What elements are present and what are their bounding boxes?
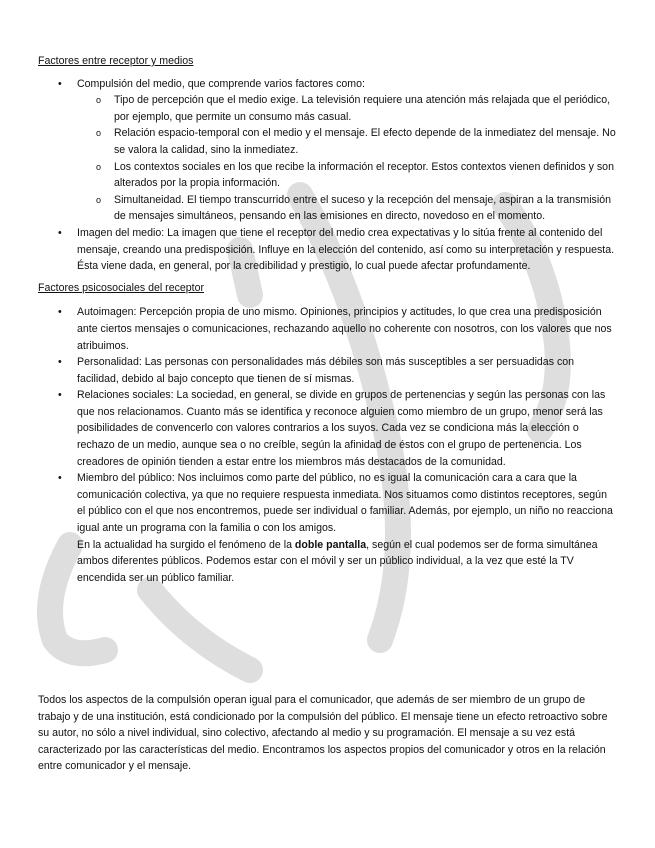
list-item-relaciones-sociales: • Relaciones sociales: La sociedad, en general, se divide en grupos de pertenencias y según las personas con las que nos relacionamos. Cuanto más se identifica y reconoce alguien como miembro de un grupo, menor será las posibilidades de convencerlo con valores contrarios a los suyos. Cada vez se condiciona más la elección o rechazo de un medio, aunque sea o no creíble, según la afinidad de éstos con el grupo de pertenencia. Los creadores de opinión tienden a estar entre los miembros más destacados de la comunidad. (38, 387, 618, 470)
list-item-autoimagen: • Autoimagen: Percepción propia de uno mismo. Opiniones, principios y actitudes, lo que crea una predisposición ante ciertos mensajes o comunicaciones, rechazando aquello no coherente con nosotros, con los valores que nos atribuimos. (38, 304, 618, 354)
list-item-text: • Miembro del público: Nos incluimos como parte del público, no es igual la comunicación cara a cara que la comunicación colectiva, ya que no requiere respuesta inmediata. Nos situamos como distintos receptores, según el público con el que nos encontremos, puede ser individual o familiar. Además, por ejemplo, un niño no reacciona igual ante un programa con la familia o con los amigos. (77, 472, 613, 535)
sub-list-item: o Relación espacio-temporal con el medio y el mensaje. El efecto depende de la inmediatez del mensaje. No se valora la calidad, sino la inmediatez. (77, 125, 618, 158)
list-item-compulsion (38, 76, 618, 225)
sub-list-item: o Tipo de percepción que el medio exige. La televisión requiere una atención más relajada que el periódico, por ejemplo, que permite un consumo más casual. (77, 92, 618, 125)
list-item-text: Compulsión del medio, que comprende varios factores como: (77, 77, 365, 90)
sub-list-item: o Simultaneidad. El tiempo transcurrido entre el suceso y la recepción del mensaje, aspiran a la transmisión de mensajes simultáneos, pensando en las emisiones en directo, novedoso en el momento. (77, 192, 618, 225)
watermark-stroke (150, 590, 250, 670)
text-run: , según el cual podemos ser de forma simultánea ambos diferentes públicos. Podemos estar con el móvil y ser un público individual, a la vez que esté la TV encendida ser un público familiar. (77, 538, 598, 584)
bullet-list-psicosociales (38, 304, 618, 586)
list-item-continuation (77, 537, 618, 587)
section-heading-receptor-medios: Factores entre receptor y medios (38, 55, 194, 67)
section-heading-psicosociales: Factores psicosociales del receptor (38, 281, 205, 294)
bold-term-doble-pantalla: doble pantalla (294, 538, 367, 551)
document-body (38, 53, 618, 586)
list-item-personalidad: • Personalidad: Las personas con personalidades más débiles son más susceptibles a ser persuadidas con facilidad, debido al bajo concepto que tienen de sí mismas. (38, 354, 618, 387)
sub-list-item: o Los contextos sociales en los que recibe la información el receptor. Estos contextos vienen definidos y son alterados por la propia información. (77, 159, 618, 192)
text-run: En la actualidad ha surgido el fenómeno de la (77, 538, 295, 551)
list-item-imagen-medio: • Imagen del medio: La imagen que tiene el receptor del medio crea expectativas y lo sitúa frente al contenido del mensaje, creando una predisposición. Influye en la elección del contenido, así como su interpretación y respuesta. Ésta viene dada, en general, por la credibilidad y prestigio, lo cual puede afectar profundamente. (38, 225, 618, 275)
sub-list-compulsion (77, 92, 618, 225)
list-item-miembro-publico (38, 470, 618, 586)
bullet-list-receptor-medios (38, 76, 618, 275)
closing-paragraph: Todos los aspectos de la compulsión operan igual para el comunicador, que además de ser miembro de un grupo de trabajo y de una institución, está condicionado por la compulsión del público. El mensaje tiene un efecto retroactivo sobre su autor, no sólo a nivel individual, sino colectivo, afectando al medio y su programación. El mensaje a su vez está caracterizado por las características del medio. Encontramos los aspectos propios del comunicador y otros en la relación entre comunicador y el mensaje. (38, 694, 608, 773)
